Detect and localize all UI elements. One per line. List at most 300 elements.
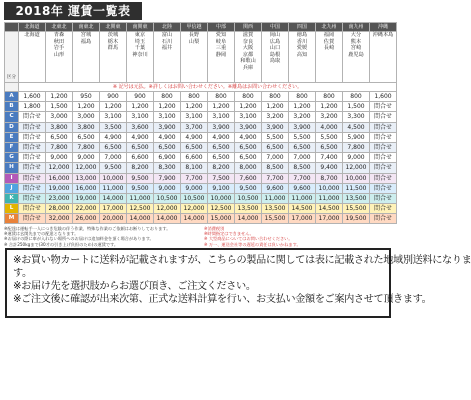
rate-row xyxy=(5,214,397,224)
rate-cell: 7,800 xyxy=(46,142,73,152)
footnote-line: ※ 大型商品についてはお問い合わせください。 xyxy=(204,236,293,242)
region-header: 南九州 xyxy=(343,23,370,32)
rate-cell: 800 xyxy=(289,92,316,102)
rate-row xyxy=(5,183,397,193)
prefecture-name: 山梨 xyxy=(188,38,200,45)
rate-cell: 8,700 xyxy=(316,173,343,183)
rate-cell: 10,500 xyxy=(181,193,208,203)
region-header: 関西 xyxy=(235,23,262,32)
rate-cell: 9,500 xyxy=(100,163,127,173)
rate-cell: 3,900 xyxy=(289,122,316,132)
rate-cell: 1,200 xyxy=(181,102,208,112)
title-row xyxy=(4,2,396,20)
rate-cell: 問合せ xyxy=(19,142,46,152)
rate-cell: 800 xyxy=(208,92,235,102)
rate-class-label: F xyxy=(5,142,19,152)
rate-cell: 3,800 xyxy=(46,122,73,132)
rate-cell: 800 xyxy=(343,92,370,102)
rate-cell: 11,500 xyxy=(343,183,370,193)
rate-cell: 8,500 xyxy=(262,163,289,173)
rate-cell: 7,700 xyxy=(262,173,289,183)
rate-cell: 問合せ xyxy=(370,142,397,152)
rate-class-label: H xyxy=(5,163,19,173)
rate-class-label: B xyxy=(5,102,19,112)
prefecture-cell xyxy=(370,32,397,83)
rate-cell: 800 xyxy=(235,92,262,102)
rate-cell: 8,500 xyxy=(289,163,316,173)
prefecture-name: 山口 xyxy=(269,45,281,52)
prefecture-cell xyxy=(343,32,370,83)
rate-cell: 4,900 xyxy=(154,132,181,142)
prefecture-name: 神奈川 xyxy=(132,51,148,58)
rate-cell: 14,500 xyxy=(289,204,316,214)
rate-cell: 1,200 xyxy=(289,102,316,112)
prefecture-name: 埼玉 xyxy=(134,38,146,45)
rate-row xyxy=(5,173,397,183)
rate-cell: 11,000 xyxy=(262,193,289,203)
prefecture-name: 岐阜 xyxy=(215,38,227,45)
prefecture-name: 京都 xyxy=(242,51,254,58)
rate-cell: 3,200 xyxy=(316,112,343,122)
prefecture-name: 秋田 xyxy=(53,38,65,45)
rate-cell: 1,200 xyxy=(154,102,181,112)
rate-cell: 14,000 xyxy=(181,214,208,224)
rate-cell: 3,300 xyxy=(343,112,370,122)
rate-cell: 7,000 xyxy=(100,153,127,163)
rate-cell: 9,500 xyxy=(127,173,154,183)
rate-row xyxy=(5,204,397,214)
rate-cell: 12,000 xyxy=(73,163,100,173)
footnote-line: ※消費税別 xyxy=(204,226,225,231)
region-header: 北海道 xyxy=(19,23,46,32)
rate-cell: 3,800 xyxy=(73,122,100,132)
rate-cell: 5,500 xyxy=(262,132,289,142)
rate-class-label: D xyxy=(5,122,19,132)
rate-cell: 3,000 xyxy=(73,112,100,122)
prefecture-name: 大阪 xyxy=(242,45,254,52)
rate-cell: 4,900 xyxy=(127,132,154,142)
prefecture-cell xyxy=(181,32,208,83)
prefecture-name: 青森 xyxy=(53,32,65,38)
rate-cell: 14,500 xyxy=(316,204,343,214)
page-title: 2018年 運賃一覧表 xyxy=(4,2,142,20)
rate-cell: 26,000 xyxy=(73,214,100,224)
prefecture-name: 千葉 xyxy=(134,45,146,52)
rate-cell: 800 xyxy=(154,92,181,102)
rate-cell: 9,600 xyxy=(289,183,316,193)
rate-cell: 1,200 xyxy=(262,102,289,112)
rate-cell: 28,000 xyxy=(46,204,73,214)
rate-cell: 12,000 xyxy=(181,204,208,214)
region-header: 沖縄 xyxy=(370,23,397,32)
rate-cell: 20,000 xyxy=(100,214,127,224)
rate-cell: 7,800 xyxy=(343,142,370,152)
rate-class-label: C xyxy=(5,112,19,122)
rate-cell: 7,400 xyxy=(316,153,343,163)
rate-class-label: J xyxy=(5,183,19,193)
rate-cell: 3,100 xyxy=(127,112,154,122)
prefecture-name: 富山 xyxy=(161,32,173,38)
rate-class-label: A xyxy=(5,92,19,102)
rate-cell: 1,200 xyxy=(73,102,100,112)
rate-cell: 問合せ xyxy=(370,214,397,224)
rate-class-label: M xyxy=(5,214,19,224)
rate-cell: 7,700 xyxy=(289,173,316,183)
rate-cell: 9,400 xyxy=(316,163,343,173)
rate-cell: 9,000 xyxy=(73,153,100,163)
region-header-corner xyxy=(5,23,19,32)
prefecture-name: 北海道 xyxy=(24,32,40,38)
footnote-line: ※運賃は玄関先までの配達となります。 xyxy=(4,231,79,237)
rate-class-label: K xyxy=(5,193,19,203)
prefecture-name: 茨城 xyxy=(107,32,119,38)
rate-cell: 問合せ xyxy=(19,183,46,193)
shipping-notice-box xyxy=(5,248,471,318)
rate-cell: 問合せ xyxy=(19,132,46,142)
rate-cell: 1,500 xyxy=(46,102,73,112)
rate-cell: 10,000 xyxy=(316,183,343,193)
prefecture-name: 滋賀 xyxy=(242,32,254,38)
rate-cell: 14,000 xyxy=(235,214,262,224)
rate-row xyxy=(5,122,397,132)
rate-cell: 問合せ xyxy=(19,153,46,163)
rate-cell: 6,600 xyxy=(127,153,154,163)
rate-cell: 7,800 xyxy=(73,142,100,152)
rate-cell: 23,000 xyxy=(46,193,73,203)
rate-cell: 問合せ xyxy=(370,204,397,214)
rate-cell: 6,500 xyxy=(262,142,289,152)
rate-cell: 3,000 xyxy=(46,112,73,122)
rate-cell: 10,500 xyxy=(154,193,181,203)
rate-cell: 7,000 xyxy=(262,153,289,163)
rate-cell: 11,000 xyxy=(127,193,154,203)
rate-cell: 6,500 xyxy=(154,142,181,152)
region-header: 北陸 xyxy=(154,23,181,32)
rate-cell: 11,000 xyxy=(100,183,127,193)
prefecture-name: 鳥取 xyxy=(269,58,281,65)
rate-cell: 問合せ xyxy=(370,183,397,193)
prefecture-name: 広島 xyxy=(269,38,281,45)
rate-cell: 1,600 xyxy=(19,92,46,102)
rate-cell: 19,000 xyxy=(46,183,73,193)
rate-row xyxy=(5,193,397,203)
rate-cell: 6,500 xyxy=(127,142,154,152)
prefecture-cell xyxy=(262,32,289,83)
rate-cell: 19,000 xyxy=(73,193,100,203)
prefecture-name: 香川 xyxy=(296,38,308,45)
rate-cell: 7,900 xyxy=(154,173,181,183)
rate-row xyxy=(5,92,397,102)
rate-cell: 3,100 xyxy=(208,112,235,122)
prefecture-name: 岡山 xyxy=(269,32,281,38)
prefecture-name: 奈良 xyxy=(242,38,254,45)
prefecture-name: 栃木 xyxy=(107,38,119,45)
rate-cell: 3,100 xyxy=(181,112,208,122)
notice-line: ※ご注文後に確認が出来次第、正式な送料計算を行い、お支払い金額をご案内させて頂きます。 xyxy=(13,294,432,305)
rate-cell: 17,000 xyxy=(316,214,343,224)
prefecture-name: 群馬 xyxy=(107,45,119,52)
rate-cell: 19,500 xyxy=(343,214,370,224)
rate-cell: 問合せ xyxy=(370,153,397,163)
notice-line: す。 xyxy=(13,268,32,279)
prefecture-cell xyxy=(316,32,343,83)
rate-cell: 問合せ xyxy=(19,112,46,122)
rate-cell: 10,000 xyxy=(100,173,127,183)
rate-cell: 32,000 xyxy=(46,214,73,224)
rate-cell: 6,500 xyxy=(208,153,235,163)
rate-cell: 3,100 xyxy=(154,112,181,122)
footnote-line: ※ 合計250kgまで(30才の引き上げ負担のため)の運賃です。 xyxy=(4,241,119,247)
rate-cell: 9,500 xyxy=(235,183,262,193)
notice-line: ※お買い物カートに送料が記載されますが、こちらの製品に関しては表に記載された地域別送料になりま xyxy=(13,255,471,266)
region-header: 中部 xyxy=(208,23,235,32)
rate-cell: 12,500 xyxy=(208,204,235,214)
prefecture-name: 三重 xyxy=(215,45,227,52)
rate-cell: 問合せ xyxy=(370,122,397,132)
prefecture-cell xyxy=(73,32,100,83)
prefecture-name: 和歌山 xyxy=(240,58,256,65)
rate-cell: 10,500 xyxy=(235,193,262,203)
prefecture-name: 長崎 xyxy=(323,45,335,52)
rate-cell: 6,600 xyxy=(181,153,208,163)
prefecture-name: 宮崎 xyxy=(350,45,362,52)
rate-class-label: I xyxy=(5,173,19,183)
rate-cell: 13,500 xyxy=(235,204,262,214)
prefecture-cell xyxy=(154,32,181,83)
rate-cell: 1,800 xyxy=(19,102,46,112)
rate-cell: 6,900 xyxy=(154,153,181,163)
prefecture-name: 静岡 xyxy=(215,51,227,58)
rate-cell: 8,200 xyxy=(127,163,154,173)
rate-cell: 4,900 xyxy=(235,132,262,142)
rate-cell: 12,000 xyxy=(343,163,370,173)
footnotes xyxy=(4,226,396,248)
rate-cell: 1,200 xyxy=(100,102,127,112)
rate-class-label: E xyxy=(5,132,19,142)
rate-cell: 950 xyxy=(73,92,100,102)
footnotes-right xyxy=(204,226,396,247)
rate-row xyxy=(5,163,397,173)
rate-cell: 6,500 xyxy=(73,132,100,142)
footnote-line: ※ 万一、運送会社等の遅延の責任は負いかねます。 xyxy=(204,241,301,247)
rate-cell: 15,500 xyxy=(262,214,289,224)
rate-cell: 900 xyxy=(100,92,127,102)
rate-cell: 9,100 xyxy=(208,183,235,193)
rate-cell: 問合せ xyxy=(19,122,46,132)
rate-cell: 1,200 xyxy=(235,102,262,112)
rate-cell: 3,500 xyxy=(100,122,127,132)
rate-cell: 問合せ xyxy=(370,163,397,173)
shipping-rate-table xyxy=(4,22,397,224)
footnote-line: ※時間指定はできません。 xyxy=(204,231,254,237)
prefecture-name: 愛媛 xyxy=(296,45,308,52)
rate-cell: 3,100 xyxy=(235,112,262,122)
rate-cell: 1,200 xyxy=(46,92,73,102)
rate-cell: 13,500 xyxy=(343,193,370,203)
rate-cell: 1,200 xyxy=(208,102,235,112)
note-row xyxy=(5,83,397,92)
rate-cell: 6,500 xyxy=(235,142,262,152)
rate-cell: 4,900 xyxy=(100,132,127,142)
rate-cell: 900 xyxy=(127,92,154,102)
prefecture-name: 福島 xyxy=(80,38,92,45)
rate-cell: 3,900 xyxy=(208,122,235,132)
rate-cell: 5,500 xyxy=(289,132,316,142)
prefecture-name: 高知 xyxy=(296,51,308,58)
rate-cell: 5,500 xyxy=(316,132,343,142)
rate-cell: 13,500 xyxy=(262,204,289,214)
rate-cell: 4,900 xyxy=(181,132,208,142)
prefecture-name: 徳島 xyxy=(296,32,308,38)
rate-cell: 9,000 xyxy=(154,183,181,193)
note-row-label xyxy=(5,83,19,92)
rate-cell: 6,500 xyxy=(100,142,127,152)
prefecture-name: 沖縄本島 xyxy=(372,32,394,38)
rate-cell: 9,600 xyxy=(262,183,289,193)
rate-cell: 問合せ xyxy=(19,204,46,214)
note-row-text: ※ 記号は元払。※詳しくはお問い合わせください。※離島はお問い合わせください。 xyxy=(19,83,397,92)
rate-class-label: L xyxy=(5,204,19,214)
rate-cell: 7,700 xyxy=(181,173,208,183)
rate-cell: 問合せ xyxy=(370,102,397,112)
rate-cell: 9,000 xyxy=(46,153,73,163)
rate-cell: 8,000 xyxy=(235,163,262,173)
rate-cell: 7,500 xyxy=(208,173,235,183)
rate-cell: 問合せ xyxy=(370,132,397,142)
prefecture-cell xyxy=(127,32,154,83)
region-header: 中国 xyxy=(262,23,289,32)
rate-cell: 1,600 xyxy=(370,92,397,102)
rate-cell: 16,000 xyxy=(46,173,73,183)
rate-cell: 3,900 xyxy=(154,122,181,132)
prefecture-row xyxy=(5,32,397,83)
rate-row xyxy=(5,112,397,122)
rate-cell: 3,900 xyxy=(262,122,289,132)
rate-cell: 問合せ xyxy=(19,193,46,203)
region-header: 北関東 xyxy=(100,23,127,32)
prefecture-name: 兵庫 xyxy=(242,64,254,71)
rate-cell: 4,000 xyxy=(316,122,343,132)
rate-cell: 3,700 xyxy=(181,122,208,132)
prefecture-name: 福井 xyxy=(161,45,173,52)
prefecture-name: 島根 xyxy=(269,51,281,58)
rate-cell: 14,000 xyxy=(154,214,181,224)
rate-cell: 8,100 xyxy=(181,163,208,173)
prefecture-cell xyxy=(19,32,46,83)
rate-cell: 17,000 xyxy=(100,204,127,214)
rate-cell: 3,100 xyxy=(100,112,127,122)
rate-cell: 問合せ xyxy=(19,214,46,224)
rate-cell: 6,500 xyxy=(316,142,343,152)
region-header: 四国 xyxy=(289,23,316,32)
notice-line: ※お届け先を選択肢からお選び頂き、ご注文ください。 xyxy=(13,281,256,292)
rate-row xyxy=(5,153,397,163)
rate-cell: 9,500 xyxy=(127,183,154,193)
prefecture-cell xyxy=(235,32,262,83)
footnotes-left xyxy=(4,226,204,247)
rate-cell: 10,000 xyxy=(208,193,235,203)
rate-cell: 問合せ xyxy=(370,112,397,122)
rate-cell: 10,000 xyxy=(343,173,370,183)
rate-cell: 3,200 xyxy=(262,112,289,122)
footnote-line: ※配達は運転手一人につき危険の伴う作業、特殊な作業のご依頼はお断りしております。 xyxy=(4,226,171,231)
rate-cell: 3,600 xyxy=(127,122,154,132)
prefecture-name: 愛知 xyxy=(215,32,227,38)
prefecture-name: 岩手 xyxy=(53,45,65,52)
rate-cell: 8,200 xyxy=(208,163,235,173)
category-label: 区分 xyxy=(5,32,19,83)
rate-cell: 17,000 xyxy=(289,214,316,224)
prefecture-cell xyxy=(208,32,235,83)
prefecture-name: 石川 xyxy=(161,38,173,45)
prefecture-name: 東京 xyxy=(134,32,146,38)
rate-cell: 16,000 xyxy=(73,183,100,193)
prefecture-cell xyxy=(100,32,127,83)
region-header: 甲信越 xyxy=(181,23,208,32)
region-header: 南関東 xyxy=(127,23,154,32)
rate-cell: 6,500 xyxy=(235,153,262,163)
rate-cell: 1,200 xyxy=(127,102,154,112)
rate-cell: 6,500 xyxy=(289,142,316,152)
rate-cell: 1,200 xyxy=(316,102,343,112)
rate-cell: 9,000 xyxy=(181,183,208,193)
rate-cell: 800 xyxy=(316,92,343,102)
rate-cell: 11,000 xyxy=(289,193,316,203)
rate-cell: 6,500 xyxy=(208,142,235,152)
prefecture-cell xyxy=(289,32,316,83)
rate-cell: 14,000 xyxy=(127,214,154,224)
prefecture-name: 佐賀 xyxy=(323,38,335,45)
rate-cell: 15,500 xyxy=(343,204,370,214)
rate-cell: 4,900 xyxy=(208,132,235,142)
footnote-line: ※お届けの際に車が入れない場所へのお届けは追加料金を頂く場合があります。 xyxy=(4,236,154,242)
rate-cell: 11,000 xyxy=(316,193,343,203)
rate-row xyxy=(5,132,397,142)
prefecture-name: 鹿児島 xyxy=(348,51,364,58)
prefecture-name: 大分 xyxy=(350,32,362,38)
rate-cell: 3,900 xyxy=(235,122,262,132)
rate-cell: 7,000 xyxy=(289,153,316,163)
prefecture-name: 山形 xyxy=(53,51,65,58)
rate-cell: 3,200 xyxy=(289,112,316,122)
rate-cell: 問合せ xyxy=(19,163,46,173)
rate-cell: 12,000 xyxy=(154,204,181,214)
region-header-row xyxy=(5,23,397,32)
rate-cell: 14,000 xyxy=(100,193,127,203)
region-header: 北東北 xyxy=(46,23,73,32)
rate-row xyxy=(5,102,397,112)
rate-cell: 12,000 xyxy=(46,163,73,173)
rate-cell: 12,500 xyxy=(127,204,154,214)
rate-cell: 6,500 xyxy=(46,132,73,142)
prefecture-name: 福岡 xyxy=(323,32,335,38)
region-header: 北九州 xyxy=(316,23,343,32)
rate-cell: 800 xyxy=(181,92,208,102)
rate-cell: 6,500 xyxy=(181,142,208,152)
prefecture-cell xyxy=(46,32,73,83)
rate-cell: 8,300 xyxy=(154,163,181,173)
rate-cell: 13,000 xyxy=(73,173,100,183)
rate-cell: 問合せ xyxy=(370,173,397,183)
rate-cell: 1,500 xyxy=(343,102,370,112)
rate-row xyxy=(5,142,397,152)
rate-cell: 22,000 xyxy=(73,204,100,214)
rate-class-label: G xyxy=(5,153,19,163)
prefecture-name: 宮城 xyxy=(80,32,92,38)
rate-cell: 800 xyxy=(262,92,289,102)
prefecture-name: 熊本 xyxy=(350,38,362,45)
rate-cell: 問合せ xyxy=(19,173,46,183)
